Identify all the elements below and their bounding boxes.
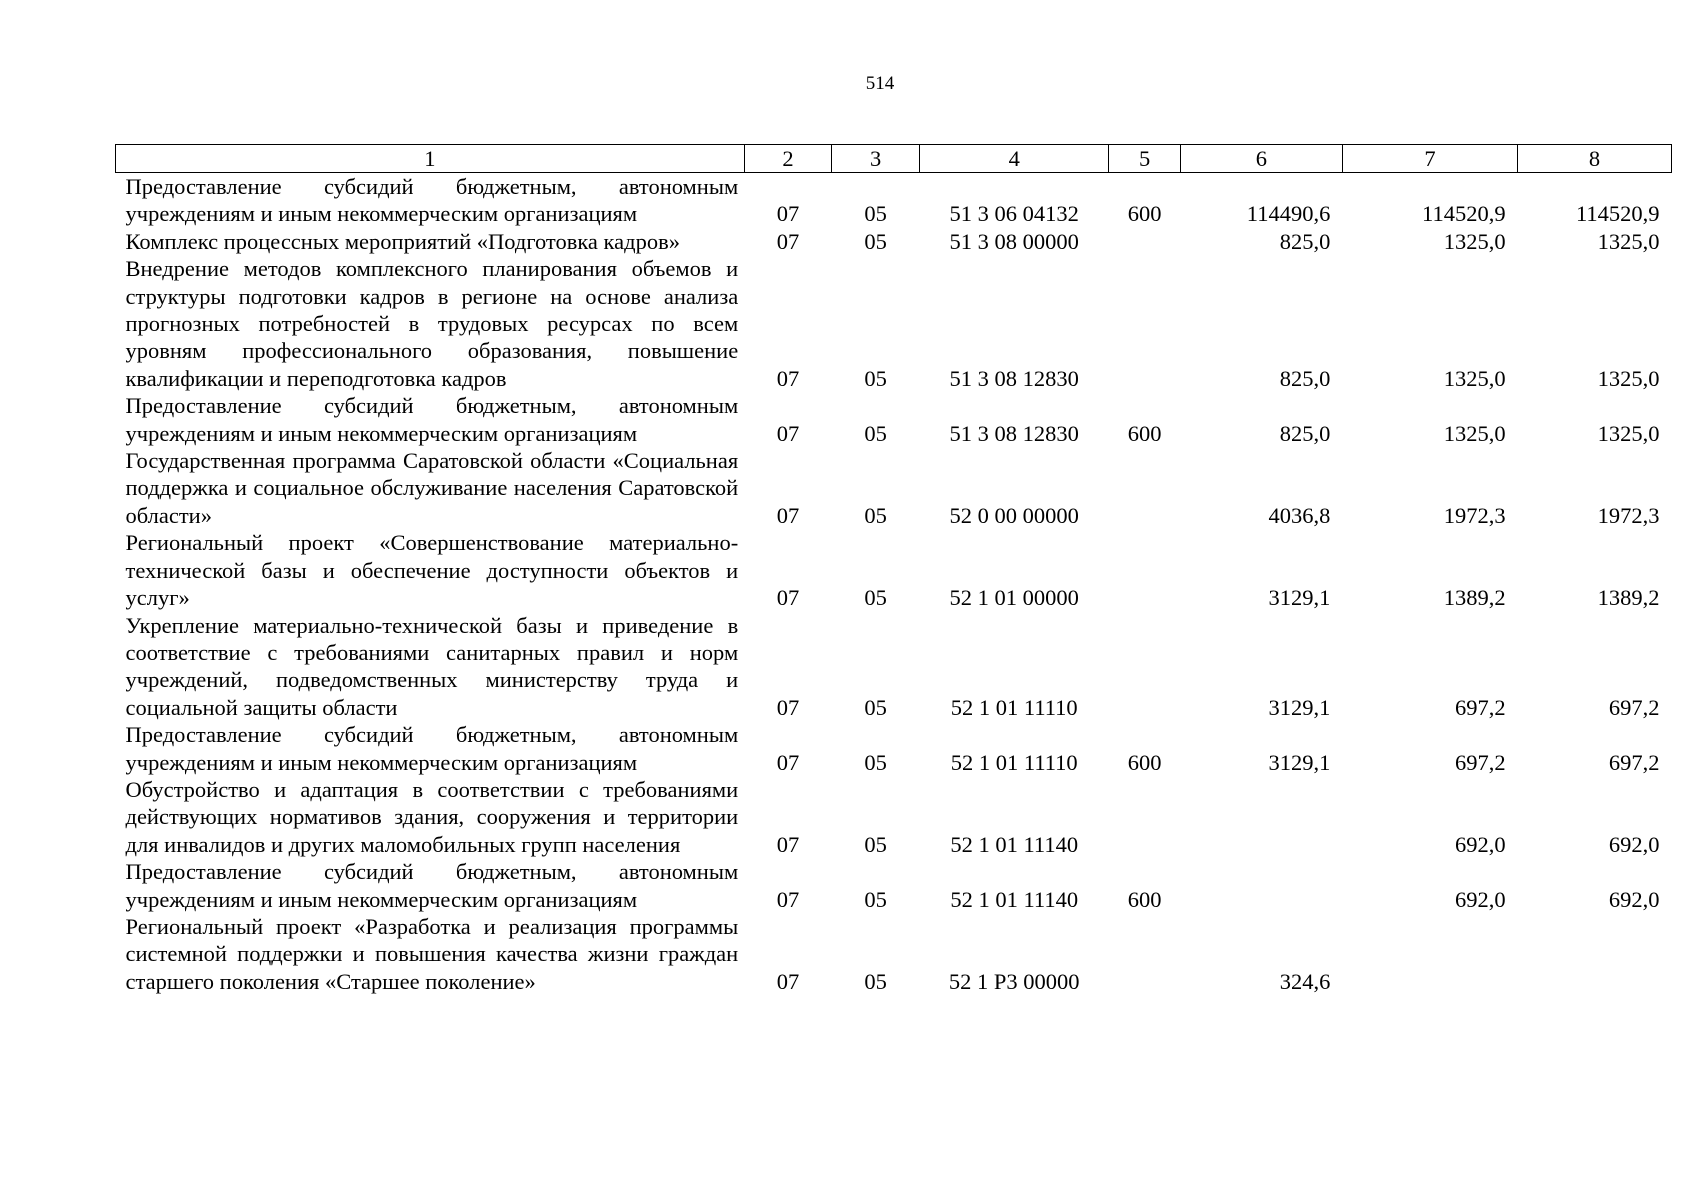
row-value-col-7: 692,0 [1454,831,1506,857]
row-subsection-code: 05 [864,886,887,912]
table-row [116,447,1672,529]
row-expense-type-code [1109,612,1180,722]
table-row [116,612,1672,722]
row-description: Укрепление материально-технической базы и приведение в соответствие с требованиями санитарных правил и норм учреждений, подведомственных министерству труда и социальной защиты области [125,612,739,720]
row-section-code: 07 [776,201,800,227]
row-description: Региональный проект «Совершенствование материально-технической базы и обеспечение доступности объектов и услуг» [125,530,739,611]
row-target-article-code: 52 1 01 11140 [950,886,1079,912]
row-value-col-8: 697,2 [1608,694,1660,720]
row-section-code: 07 [776,886,800,912]
table-row [116,228,1672,255]
row-target-article-code: 51 3 08 12830 [949,420,1079,446]
row-subsection-code: 05 [864,831,887,857]
row-value-col-8: 1325,0 [1597,420,1660,446]
row-value-col-7: 1389,2 [1443,585,1506,611]
row-value-col-7: 1325,0 [1443,365,1506,391]
row-value-col-8: 1325,0 [1597,228,1660,254]
row-subsection-code: 05 [864,365,887,391]
table-header [116,145,1672,173]
header-col-3: 3 [832,145,920,173]
header-col-8: 8 [1518,145,1672,173]
row-section-code: 07 [776,968,800,994]
row-value-col-6 [1180,776,1342,858]
row-expense-type-code [1109,529,1180,611]
row-value-col-6: 114490,6 [1246,201,1331,227]
table-body [116,173,1672,996]
row-value-col-7: 114520,9 [1422,201,1506,227]
table-row [116,529,1672,611]
row-value-col-6: 3129,1 [1268,694,1331,720]
row-description: Комплекс процессных мероприятий «Подготовка кадров» [125,228,680,254]
row-expense-type-code [1109,447,1180,529]
row-subsection-code: 05 [864,228,887,254]
row-value-col-6: 324,6 [1279,968,1331,994]
row-value-col-8: 1325,0 [1597,365,1660,391]
row-subsection-code: 05 [864,420,887,446]
row-section-code: 07 [776,365,800,391]
header-col-5: 5 [1109,145,1180,173]
row-value-col-6 [1180,858,1342,913]
row-value-col-8: 697,2 [1608,749,1660,775]
table-row [116,392,1672,447]
row-description: Предоставление субсидий бюджетным, автономным учреждениям и иным некоммерческим организациям [125,393,739,446]
row-value-col-7: 697,2 [1454,694,1506,720]
header-col-7: 7 [1342,145,1517,173]
table-row [116,776,1672,858]
row-value-col-7: 697,2 [1454,749,1506,775]
table-row [116,173,1672,228]
row-value-col-8: 1972,3 [1597,502,1660,528]
header-col-1: 1 [116,145,745,173]
table-row [116,255,1672,392]
header-col-2: 2 [744,145,832,173]
row-value-col-7 [1342,913,1517,995]
row-value-col-8: 1389,2 [1597,585,1660,611]
row-target-article-code: 51 3 06 04132 [949,201,1079,227]
page-number: 514 [865,73,895,94]
row-value-col-8: 692,0 [1608,886,1660,912]
row-target-article-code: 52 1 P3 00000 [948,968,1080,994]
row-expense-type-code: 600 [1127,886,1162,912]
row-expense-type-code [1109,913,1180,995]
table-row [116,721,1672,776]
row-expense-type-code: 600 [1127,201,1162,227]
row-subsection-code: 05 [864,694,887,720]
row-value-col-6: 825,0 [1279,228,1331,254]
row-target-article-code: 51 3 08 12830 [949,365,1079,391]
row-subsection-code: 05 [864,968,887,994]
row-value-col-8: 692,0 [1608,831,1660,857]
row-value-col-7: 692,0 [1454,886,1506,912]
row-subsection-code: 05 [864,585,887,611]
row-description: Государственная программа Саратовской области «Социальная поддержка и социальное обслуживание населения Саратовской области» [125,448,739,528]
row-value-col-7: 1325,0 [1443,420,1506,446]
row-target-article-code: 52 1 01 00000 [949,585,1079,611]
row-section-code: 07 [776,831,800,857]
row-section-code: 07 [776,228,800,254]
budget-table [115,144,1672,995]
row-description: Региональный проект «Разработка и реализация программы системной поддержки и повышения качества жизни граждан старшего поколения «Старшее поколение» [125,913,739,994]
row-expense-type-code: 600 [1127,420,1162,446]
row-value-col-6: 825,0 [1279,420,1331,446]
row-description: Предоставление субсидий бюджетным, автономным учреждениям и иным некоммерческим организациям [125,859,739,912]
row-section-code: 07 [776,502,800,528]
row-subsection-code: 05 [864,749,887,775]
row-expense-type-code [1109,776,1180,858]
row-value-col-7: 1972,3 [1443,502,1506,528]
row-section-code: 07 [776,420,800,446]
row-section-code: 07 [776,749,800,775]
row-description: Предоставление субсидий бюджетным, автономным учреждениям и иным некоммерческим организациям [125,722,739,775]
row-target-article-code: 52 0 00 00000 [949,502,1079,528]
row-value-col-6: 4036,8 [1268,502,1331,528]
row-value-col-6: 3129,1 [1268,749,1331,775]
row-value-col-6: 3129,1 [1268,585,1331,611]
row-section-code: 07 [776,694,800,720]
row-value-col-7: 1325,0 [1443,228,1506,254]
row-target-article-code: 52 1 01 11140 [950,831,1079,857]
row-expense-type-code: 600 [1127,749,1162,775]
header-col-6: 6 [1180,145,1342,173]
row-expense-type-code [1109,228,1180,255]
row-value-col-8 [1518,913,1672,995]
row-value-col-8: 114520,9 [1575,201,1660,227]
row-target-article-code: 52 1 01 11110 [950,694,1078,720]
row-subsection-code: 05 [864,201,887,227]
row-target-article-code: 51 3 08 00000 [949,228,1079,254]
row-value-col-6: 825,0 [1279,365,1331,391]
header-col-4: 4 [919,145,1109,173]
row-description: Обустройство и адаптация в соответствии с требованиями действующих нормативов здания, сооружения и территории для инвалидов и других маломобильных групп населения [125,776,739,857]
table-row [116,913,1672,995]
row-subsection-code: 05 [864,502,887,528]
row-section-code: 07 [776,585,800,611]
table-row [116,858,1672,913]
row-expense-type-code [1109,255,1180,392]
row-description: Внедрение методов комплексного планирования объемов и структуры подготовки кадров в регионе на основе анализа прогнозных потребностей в трудовых ресурсах по всем уровням профессионального образования, повышение квалификации и переподготовка кадров [125,256,739,391]
row-target-article-code: 52 1 01 11110 [950,749,1078,775]
header-row [116,145,1672,173]
row-description: Предоставление субсидий бюджетным, автономным учреждениям и иным некоммерческим организациям [125,174,739,227]
